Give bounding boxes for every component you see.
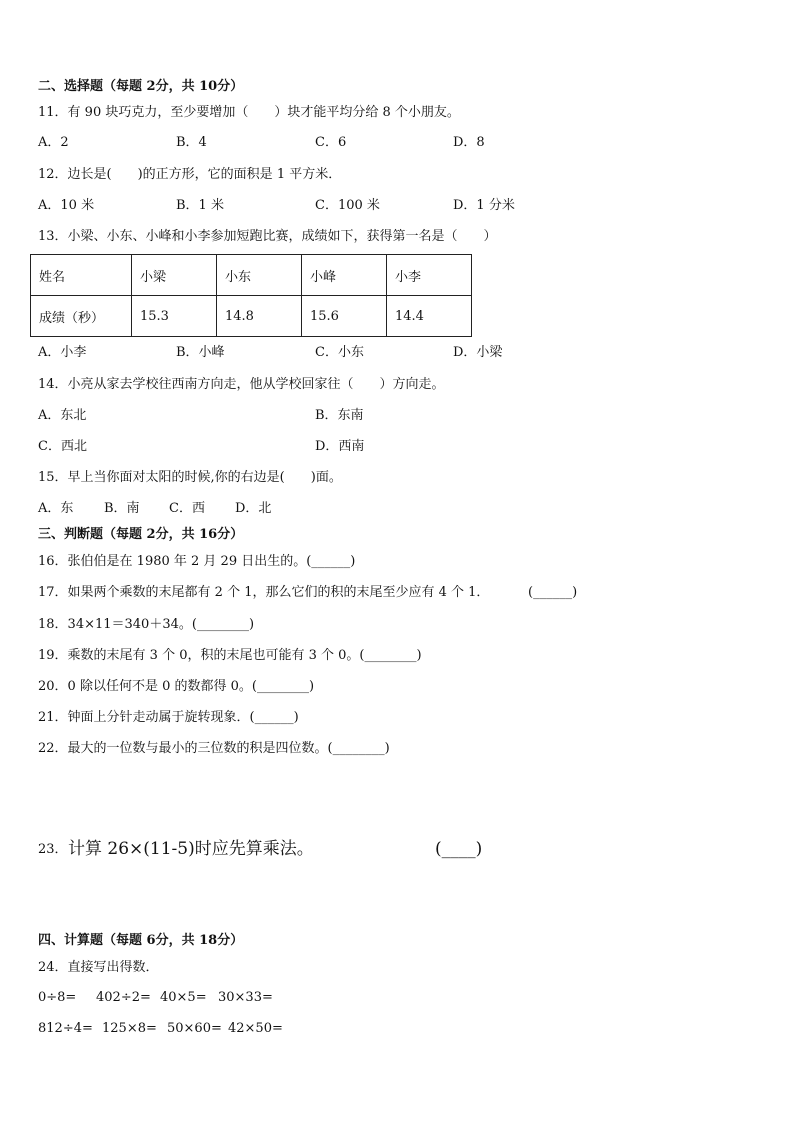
table-cell: 小梁 <box>132 255 217 296</box>
question-15: 15．早上当你面对太阳的时候,你的右边是( )面。 <box>38 470 342 485</box>
calc-item: 30×33= <box>218 990 273 1005</box>
calc-item: 50×60= <box>167 1021 222 1036</box>
calc-item: 402÷2= <box>96 990 151 1005</box>
question-14: 14．小亮从家去学校往西南方向走，他从学校回家往（ ）方向走。 <box>38 377 445 392</box>
score-table <box>30 254 472 337</box>
q11-option-b[interactable]: B．4 <box>176 135 207 150</box>
question-16: 16．张伯伯是在 1980 年 2 月 29 日出生的。(______) <box>38 554 356 569</box>
q12-option-b[interactable]: B．1 米 <box>176 198 224 213</box>
question-24: 24．直接写出得数． <box>38 960 159 975</box>
q13-option-b[interactable]: B．小峰 <box>176 345 225 360</box>
table-cell: 14.4 <box>387 296 472 337</box>
q13-option-d[interactable]: D．小梁 <box>453 345 503 360</box>
q12-option-c[interactable]: C．100 米 <box>315 198 380 213</box>
section-title-choice: 二、选择题（每题 2分，共 10分） <box>38 79 244 94</box>
question-13: 13．小梁、小东、小峰和小李参加短跑比赛，成绩如下，获得第一名是（ ） <box>38 229 497 244</box>
question-23: 计算 26×(11-5)时应先算乘法。 <box>68 839 314 859</box>
table-cell: 15.6 <box>302 296 387 337</box>
question-23-number: 23． <box>38 842 68 857</box>
q14-option-d[interactable]: D．西南 <box>315 439 365 454</box>
q15-option-a[interactable]: A．东 <box>38 501 74 516</box>
table-cell: 小李 <box>387 255 472 296</box>
q17-answer-blank[interactable]: (______) <box>528 585 578 600</box>
calc-item: 40×5= <box>160 990 207 1005</box>
q23-answer-blank[interactable]: (____) <box>435 839 483 859</box>
q14-option-b[interactable]: B．东南 <box>315 408 364 423</box>
table-cell: 成绩（秒） <box>31 296 132 337</box>
question-11: 11．有 90 块巧克力，至少要增加（ ）块才能平均分给 8 个小朋友。 <box>38 105 460 120</box>
calc-item: 0÷8= <box>38 990 77 1005</box>
question-12: 12．边长是( )的正方形，它的面积是 1 平方米． <box>38 167 342 182</box>
q11-option-c[interactable]: C．6 <box>315 135 347 150</box>
q13-option-a[interactable]: A．小李 <box>38 345 87 360</box>
calc-item: 42×50= <box>228 1021 283 1036</box>
q11-option-a[interactable]: A．2 <box>38 135 69 150</box>
section-title-calc: 四、计算题（每题 6分，共 18分） <box>38 933 244 948</box>
question-21: 21．钟面上分针走动属于旋转现象．(______) <box>38 710 299 725</box>
q15-option-d[interactable]: D．北 <box>235 501 272 516</box>
q14-option-a[interactable]: A．东北 <box>38 408 87 423</box>
table-header-row <box>31 255 472 296</box>
question-19: 19．乘数的末尾有 3 个 0，积的末尾也可能有 3 个 0。(________) <box>38 648 422 663</box>
table-cell: 14.8 <box>217 296 302 337</box>
q12-option-d[interactable]: D．1 分米 <box>453 198 515 213</box>
section-title-judge: 三、判断题（每题 2分，共 16分） <box>38 527 244 542</box>
table-row <box>31 296 472 337</box>
question-17: 17．如果两个乘数的末尾都有 2 个 1，那么它们的积的末尾至少应有 4 个 1． <box>38 585 490 600</box>
table-cell: 小峰 <box>302 255 387 296</box>
table-cell: 15.3 <box>132 296 217 337</box>
table-cell: 小东 <box>217 255 302 296</box>
q15-option-c[interactable]: C．西 <box>169 501 205 516</box>
calc-item: 125×8= <box>102 1021 157 1036</box>
question-22: 22．最大的一位数与最小的三位数的积是四位数。(________) <box>38 741 390 756</box>
q11-option-d[interactable]: D．8 <box>453 135 485 150</box>
table-cell: 姓名 <box>31 255 132 296</box>
q15-option-b[interactable]: B．南 <box>104 501 140 516</box>
calc-item: 812÷4= <box>38 1021 93 1036</box>
q13-option-c[interactable]: C．小东 <box>315 345 364 360</box>
q12-option-a[interactable]: A．10 米 <box>38 198 95 213</box>
question-20: 20．0 除以任何不是 0 的数都得 0。(________) <box>38 679 315 694</box>
question-18: 18．34×11＝340＋34。(________) <box>38 617 255 632</box>
q14-option-c[interactable]: C．西北 <box>38 439 87 454</box>
